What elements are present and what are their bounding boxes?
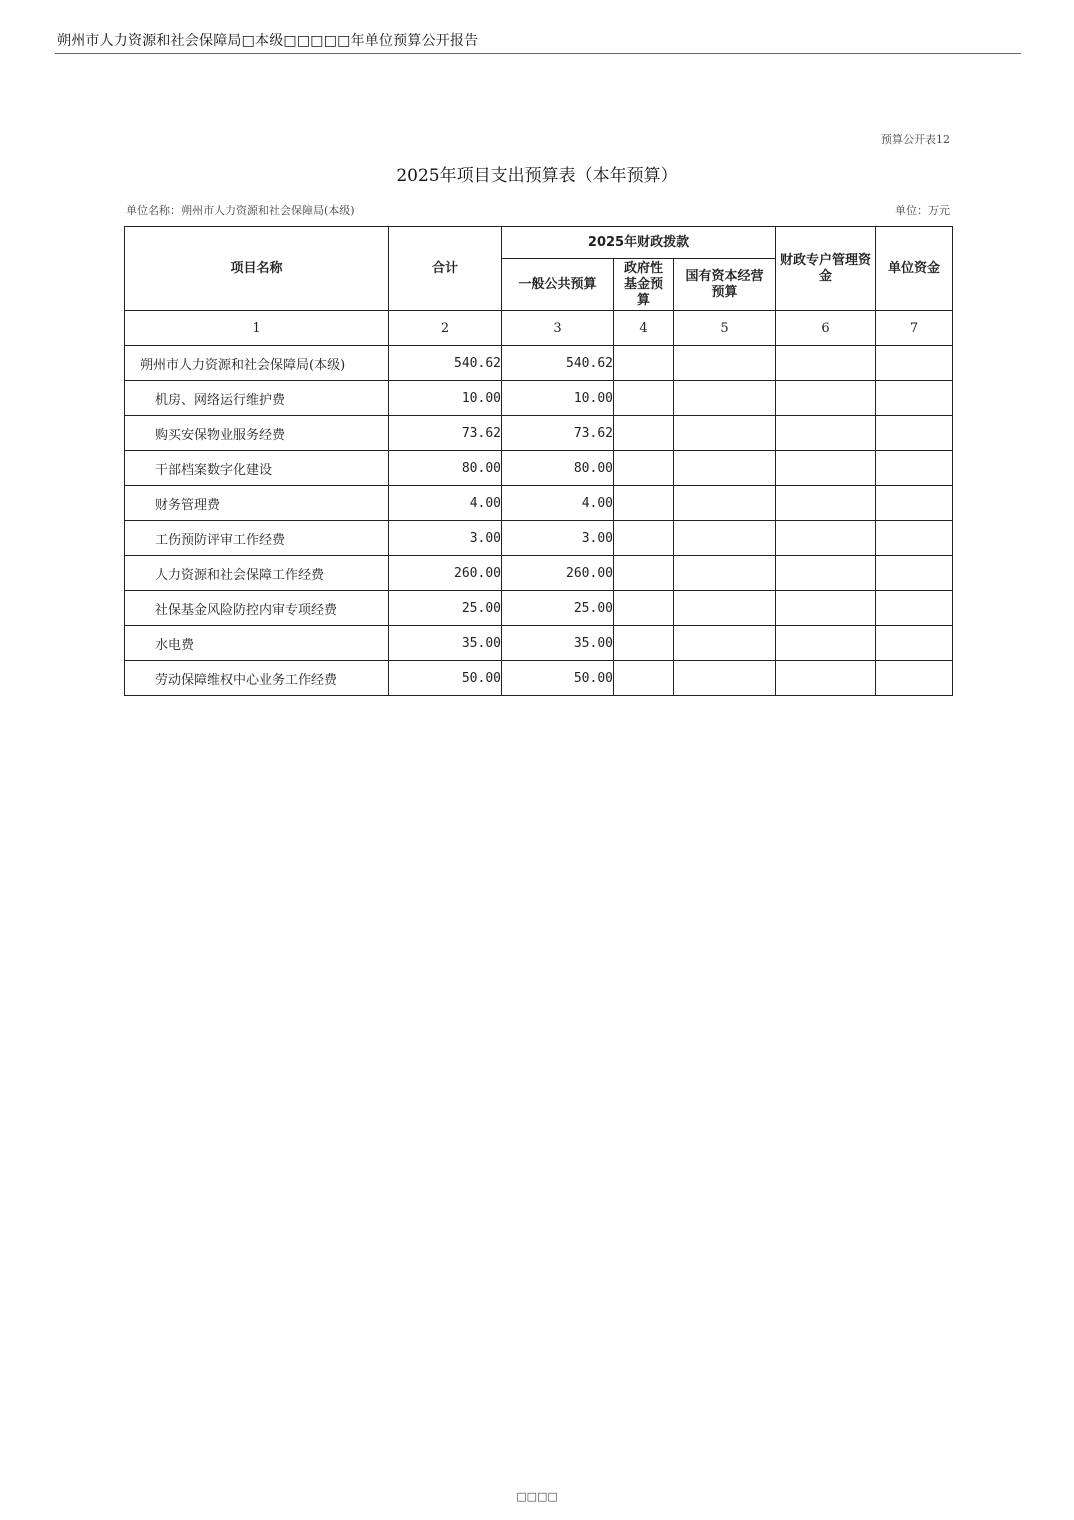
gov-fund-amount — [614, 661, 674, 696]
general-budget-amount: 3.00 — [502, 521, 614, 556]
column-index: 4 — [614, 311, 674, 346]
project-name: 劳动保障维权中心业务工作经费 — [125, 661, 389, 696]
currency-unit: 单位：万元 — [895, 204, 950, 217]
project-name: 朔州市人力资源和社会保障局(本级) — [125, 346, 389, 381]
total-amount: 10.00 — [389, 381, 502, 416]
gov-fund-amount — [614, 626, 674, 661]
special-account-amount — [776, 626, 876, 661]
general-budget-amount: 260.00 — [502, 556, 614, 591]
unit-funds-amount — [876, 346, 953, 381]
general-budget-amount: 4.00 — [502, 486, 614, 521]
header-unit-funds: 单位资金 — [876, 227, 953, 311]
general-budget-amount: 35.00 — [502, 626, 614, 661]
project-name: 干部档案数字化建设 — [125, 451, 389, 486]
state-capital-amount — [674, 416, 776, 451]
special-account-amount — [776, 591, 876, 626]
gov-fund-amount — [614, 416, 674, 451]
total-amount: 540.62 — [389, 346, 502, 381]
state-capital-amount — [674, 521, 776, 556]
table-title: 2025年项目支出预算表（本年预算） — [396, 166, 678, 186]
general-budget-amount: 10.00 — [502, 381, 614, 416]
general-budget-amount: 540.62 — [502, 346, 614, 381]
table-row — [125, 626, 953, 661]
state-capital-amount — [674, 626, 776, 661]
state-capital-amount — [674, 346, 776, 381]
header-divider — [55, 53, 1021, 54]
special-account-amount — [776, 486, 876, 521]
page-number: □□□□ — [516, 1490, 558, 1503]
state-capital-amount — [674, 381, 776, 416]
gov-fund-amount — [614, 521, 674, 556]
column-index-row — [125, 311, 953, 346]
gov-fund-amount — [614, 346, 674, 381]
state-capital-amount — [674, 591, 776, 626]
state-capital-amount — [674, 486, 776, 521]
column-index: 3 — [502, 311, 614, 346]
special-account-amount — [776, 346, 876, 381]
column-index: 6 — [776, 311, 876, 346]
general-budget-amount: 25.00 — [502, 591, 614, 626]
total-amount: 80.00 — [389, 451, 502, 486]
project-name: 工伤预防评审工作经费 — [125, 521, 389, 556]
table-number: 预算公开表12 — [881, 133, 950, 146]
special-account-amount — [776, 381, 876, 416]
gov-fund-amount — [614, 486, 674, 521]
unit-funds-amount — [876, 626, 953, 661]
special-account-amount — [776, 556, 876, 591]
gov-fund-amount — [614, 591, 674, 626]
table-row — [125, 416, 953, 451]
column-index: 7 — [876, 311, 953, 346]
column-index: 5 — [674, 311, 776, 346]
gov-fund-amount — [614, 381, 674, 416]
table-row — [125, 346, 953, 381]
project-name: 社保基金风险防控内审专项经费 — [125, 591, 389, 626]
header-gov-fund-budget: 政府性基金预算 — [614, 259, 674, 311]
total-amount: 50.00 — [389, 661, 502, 696]
table-row — [125, 486, 953, 521]
unit-name: 单位名称：朔州市人力资源和社会保障局(本级) — [126, 204, 355, 217]
general-budget-amount: 80.00 — [502, 451, 614, 486]
report-header-title: 朔州市人力资源和社会保障局□本级□□□□□年单位预算公开报告 — [57, 33, 479, 49]
state-capital-amount — [674, 556, 776, 591]
state-capital-amount — [674, 451, 776, 486]
unit-funds-amount — [876, 451, 953, 486]
project-name: 购买安保物业服务经费 — [125, 416, 389, 451]
project-expenditure-table — [124, 226, 953, 696]
header-fiscal-allocation: 2025年财政拨款 — [502, 227, 776, 259]
table-row — [125, 661, 953, 696]
column-index: 2 — [389, 311, 502, 346]
unit-funds-amount — [876, 486, 953, 521]
unit-funds-amount — [876, 556, 953, 591]
gov-fund-amount — [614, 451, 674, 486]
unit-funds-amount — [876, 591, 953, 626]
special-account-amount — [776, 521, 876, 556]
total-amount: 35.00 — [389, 626, 502, 661]
header-general-public-budget: 一般公共预算 — [502, 259, 614, 311]
unit-funds-amount — [876, 521, 953, 556]
total-amount: 260.00 — [389, 556, 502, 591]
column-index: 1 — [125, 311, 389, 346]
total-amount: 25.00 — [389, 591, 502, 626]
unit-funds-amount — [876, 416, 953, 451]
state-capital-amount — [674, 661, 776, 696]
table-row — [125, 521, 953, 556]
unit-funds-amount — [876, 381, 953, 416]
header-state-capital-budget: 国有资本经营预算 — [674, 259, 776, 311]
project-name: 财务管理费 — [125, 486, 389, 521]
special-account-amount — [776, 661, 876, 696]
unit-funds-amount — [876, 661, 953, 696]
table-row — [125, 451, 953, 486]
project-name: 人力资源和社会保障工作经费 — [125, 556, 389, 591]
general-budget-amount: 50.00 — [502, 661, 614, 696]
header-total: 合计 — [389, 227, 502, 311]
table-row — [125, 381, 953, 416]
project-name: 机房、网络运行维护费 — [125, 381, 389, 416]
special-account-amount — [776, 451, 876, 486]
table-row — [125, 556, 953, 591]
total-amount: 73.62 — [389, 416, 502, 451]
table-row — [125, 591, 953, 626]
header-special-account-funds: 财政专户管理资金 — [776, 227, 876, 311]
special-account-amount — [776, 416, 876, 451]
total-amount: 3.00 — [389, 521, 502, 556]
general-budget-amount: 73.62 — [502, 416, 614, 451]
gov-fund-amount — [614, 556, 674, 591]
total-amount: 4.00 — [389, 486, 502, 521]
header-project-name: 项目名称 — [125, 227, 389, 311]
project-name: 水电费 — [125, 626, 389, 661]
